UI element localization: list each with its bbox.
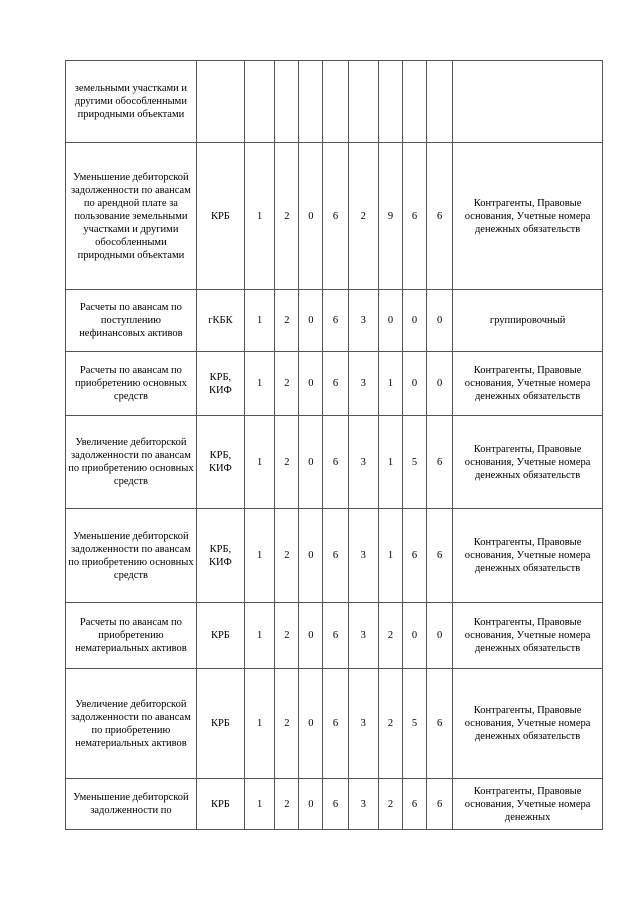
account-digit-cell: 1 (244, 416, 274, 509)
budget-code-cell: КРБ (196, 669, 244, 779)
table-row (66, 603, 603, 669)
table-row (66, 352, 603, 416)
account-digit-cell: 1 (378, 352, 402, 416)
account-digit-cell: 3 (348, 603, 378, 669)
budget-code-cell (196, 61, 244, 143)
account-digit-cell: 3 (348, 290, 378, 352)
budget-code-cell: КРБ, КИФ (196, 509, 244, 603)
budget-code-cell: гКБК (196, 290, 244, 352)
analytics-cell: Контрагенты, Правовые основания, Учетные номера денежных (453, 779, 603, 830)
account-digit-cell: 1 (244, 290, 274, 352)
account-digit-cell: 6 (323, 603, 348, 669)
analytics-cell: Контрагенты, Правовые основания, Учетные номера денежных обязательств (453, 143, 603, 290)
account-digit-cell: 6 (323, 352, 348, 416)
account-digit-cell: 3 (348, 779, 378, 830)
account-digit-cell: 3 (348, 509, 378, 603)
analytics-cell: Контрагенты, Правовые основания, Учетные номера денежных обязательств (453, 669, 603, 779)
account-digit-cell: 2 (348, 143, 378, 290)
account-digit-cell: 0 (299, 290, 323, 352)
account-digit-cell (323, 61, 348, 143)
account-digit-cell: 0 (299, 603, 323, 669)
account-digit-cell: 6 (427, 779, 453, 830)
account-digit-cell: 2 (275, 509, 299, 603)
account-digit-cell: 1 (244, 779, 274, 830)
account-name-cell: Уменьшение дебиторской задолженности по (66, 779, 197, 830)
account-digit-cell: 0 (402, 352, 426, 416)
account-digit-cell: 2 (275, 669, 299, 779)
budget-code-cell: КРБ (196, 779, 244, 830)
account-digit-cell: 0 (299, 143, 323, 290)
account-digit-cell (348, 61, 378, 143)
account-digit-cell: 1 (378, 509, 402, 603)
account-digit-cell: 6 (323, 143, 348, 290)
account-digit-cell: 1 (378, 416, 402, 509)
account-name-cell: Расчеты по авансам по поступлению нефинансовых активов (66, 290, 197, 352)
account-name-cell: Увеличение дебиторской задолженности по авансам по приобретению основных средств (66, 416, 197, 509)
account-digit-cell (275, 61, 299, 143)
account-name-cell: Расчеты по авансам по приобретению нематериальных активов (66, 603, 197, 669)
account-digit-cell: 5 (402, 669, 426, 779)
account-name-cell: Расчеты по авансам по приобретению основных средств (66, 352, 197, 416)
account-digit-cell: 3 (348, 416, 378, 509)
account-digit-cell: 0 (427, 352, 453, 416)
account-digit-cell: 0 (299, 509, 323, 603)
account-digit-cell: 3 (348, 352, 378, 416)
account-digit-cell: 6 (427, 143, 453, 290)
account-digit-cell: 2 (378, 779, 402, 830)
table-row (66, 416, 603, 509)
account-digit-cell: 0 (402, 603, 426, 669)
account-digit-cell: 0 (299, 779, 323, 830)
account-digit-cell: 3 (348, 669, 378, 779)
account-digit-cell: 1 (244, 352, 274, 416)
account-name-cell: Уменьшение дебиторской задолженности по авансам по арендной плате за пользование земельными участками и другими обособленными природными объектами (66, 143, 197, 290)
account-digit-cell: 2 (275, 143, 299, 290)
analytics-cell: Контрагенты, Правовые основания, Учетные номера денежных обязательств (453, 416, 603, 509)
account-digit-cell: 2 (275, 416, 299, 509)
account-digit-cell: 1 (244, 669, 274, 779)
analytics-cell: Контрагенты, Правовые основания, Учетные номера денежных обязательств (453, 603, 603, 669)
account-digit-cell (378, 61, 402, 143)
account-digit-cell: 6 (402, 779, 426, 830)
account-digit-cell: 6 (323, 290, 348, 352)
account-digit-cell: 0 (427, 603, 453, 669)
budget-code-cell: КРБ (196, 603, 244, 669)
budget-code-cell: КРБ, КИФ (196, 352, 244, 416)
table-row (66, 669, 603, 779)
account-digit-cell: 2 (378, 669, 402, 779)
account-digit-cell (299, 61, 323, 143)
accounts-table (65, 60, 603, 830)
table-row (66, 290, 603, 352)
account-digit-cell: 5 (402, 416, 426, 509)
table-row (66, 61, 603, 143)
account-digit-cell: 6 (323, 509, 348, 603)
account-digit-cell: 2 (275, 352, 299, 416)
budget-code-cell: КРБ (196, 143, 244, 290)
account-digit-cell: 6 (323, 669, 348, 779)
account-digit-cell: 0 (299, 669, 323, 779)
account-digit-cell: 6 (427, 669, 453, 779)
account-digit-cell: 6 (402, 143, 426, 290)
account-digit-cell: 0 (427, 290, 453, 352)
account-digit-cell: 0 (299, 416, 323, 509)
account-digit-cell: 2 (378, 603, 402, 669)
analytics-cell: Контрагенты, Правовые основания, Учетные номера денежных обязательств (453, 509, 603, 603)
budget-code-cell: КРБ, КИФ (196, 416, 244, 509)
account-digit-cell: 6 (402, 509, 426, 603)
account-digit-cell: 1 (244, 143, 274, 290)
account-digit-cell: 6 (323, 779, 348, 830)
account-digit-cell: 1 (244, 603, 274, 669)
analytics-cell: группировочный (453, 290, 603, 352)
account-digit-cell: 0 (299, 352, 323, 416)
account-digit-cell (244, 61, 274, 143)
account-digit-cell: 6 (427, 509, 453, 603)
table-row (66, 779, 603, 830)
analytics-cell (453, 61, 603, 143)
table-row (66, 143, 603, 290)
account-name-cell: Увеличение дебиторской задолженности по авансам по приобретению нематериальных активов (66, 669, 197, 779)
account-name-cell: Уменьшение дебиторской задолженности по авансам по приобретению основных средств (66, 509, 197, 603)
account-digit-cell: 6 (427, 416, 453, 509)
account-name-cell: земельными участками и другими обособленными природными объектами (66, 61, 197, 143)
account-digit-cell: 0 (378, 290, 402, 352)
account-digit-cell (427, 61, 453, 143)
account-digit-cell (402, 61, 426, 143)
account-digit-cell: 9 (378, 143, 402, 290)
account-digit-cell: 1 (244, 509, 274, 603)
account-digit-cell: 2 (275, 603, 299, 669)
table-row (66, 509, 603, 603)
analytics-cell: Контрагенты, Правовые основания, Учетные номера денежных обязательств (453, 352, 603, 416)
account-digit-cell: 6 (323, 416, 348, 509)
account-digit-cell: 2 (275, 290, 299, 352)
account-digit-cell: 0 (402, 290, 426, 352)
account-digit-cell: 2 (275, 779, 299, 830)
